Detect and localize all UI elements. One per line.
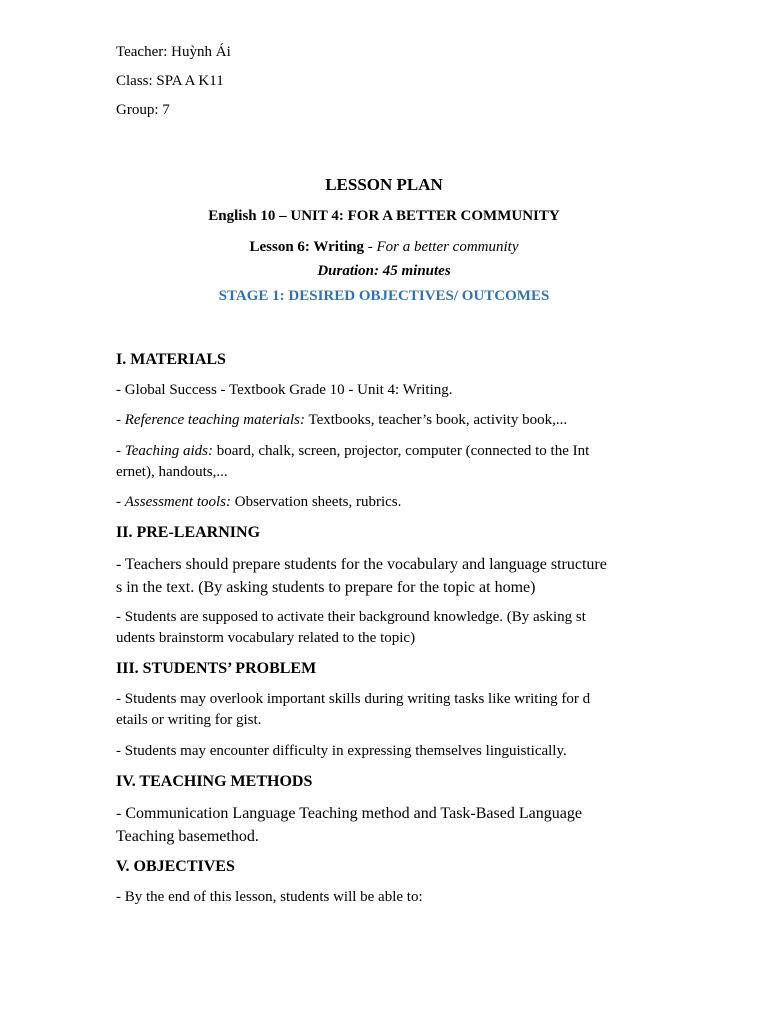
prelearning-item-1 bbox=[116, 553, 656, 599]
bullet-dash: - bbox=[116, 412, 125, 428]
materials-item-2-label: Reference teaching materials: bbox=[124, 412, 305, 428]
bullet-dash: - bbox=[116, 494, 125, 510]
objectives-heading: V. OBJECTIVES bbox=[116, 858, 235, 875]
prelearning-item-2 bbox=[116, 607, 656, 649]
duration: Duration: 45 minutes bbox=[317, 263, 451, 279]
materials-item-3-line-2: ernet), handouts,... bbox=[116, 464, 228, 480]
teacher-line: Teacher: Huỳnh Ái bbox=[116, 44, 231, 60]
prelearning-item-2-line-1: - Students are supposed to activate their background knowledge. (By asking st bbox=[116, 609, 586, 625]
materials-item-3-line-1: board, chalk, screen, projector, computer (connected to the Int bbox=[212, 443, 590, 459]
unit-title: English 10 – UNIT 4: FOR A BETTER COMMUNITY bbox=[208, 208, 560, 224]
methods-item-1-line-1: - Communication Language Teaching method and Task-Based Language bbox=[116, 805, 582, 822]
problem-heading: III. STUDENTS’ PROBLEM bbox=[116, 660, 317, 677]
objectives-item-1: - By the end of this lesson, students will be able to: bbox=[116, 889, 423, 905]
materials-item-1: - Global Success - Textbook Grade 10 - Unit 4: Writing. bbox=[116, 382, 453, 398]
group-line: Group: 7 bbox=[116, 102, 170, 118]
document-title: LESSON PLAN bbox=[325, 175, 443, 194]
problem-item-2: - Students may encounter difficulty in expressing themselves linguistically. bbox=[116, 743, 567, 759]
problem-item-1-line-1: - Students may overlook important skills during writing tasks like writing for d bbox=[116, 691, 591, 707]
class-line: Class: SPA A K11 bbox=[116, 73, 224, 89]
materials-item-4-label: Assessment tools: bbox=[124, 494, 231, 510]
materials-item-3-label: Teaching aids: bbox=[124, 443, 213, 459]
prelearning-item-1-line-2: s in the text. (By asking students to prepare for the topic at home) bbox=[116, 579, 536, 596]
prelearning-item-2-line-2: udents brainstorm vocabulary related to the topic) bbox=[116, 630, 416, 646]
methods-heading: IV. TEACHING METHODS bbox=[116, 773, 313, 790]
lesson-title bbox=[0, 240, 768, 255]
prelearning-item-1-line-1: - Teachers should prepare students for the vocabulary and language structure bbox=[116, 556, 607, 573]
methods-item-1-line-2: Teaching basemethod. bbox=[116, 828, 259, 845]
materials-item-4 bbox=[116, 492, 656, 513]
lesson-title-bold: Lesson 6: Writing bbox=[249, 239, 364, 255]
methods-item-1 bbox=[116, 802, 656, 848]
problem-item-1 bbox=[116, 689, 656, 731]
materials-item-2-text: Textbooks, teacher’s book, activity book,... bbox=[304, 412, 568, 428]
prelearning-heading: II. PRE-LEARNING bbox=[116, 524, 261, 541]
problem-item-1-line-2: etails or writing for gist. bbox=[116, 712, 262, 728]
bullet-dash: - bbox=[116, 443, 125, 459]
materials-item-3 bbox=[116, 441, 656, 483]
lesson-title-italic: - For a better community bbox=[363, 239, 519, 255]
materials-item-2 bbox=[116, 410, 656, 431]
materials-heading: I. MATERIALS bbox=[116, 351, 226, 368]
materials-item-4-text: Observation sheets, rubrics. bbox=[231, 494, 402, 510]
stage-heading: STAGE 1: DESIRED OBJECTIVES/ OUTCOMES bbox=[218, 288, 550, 304]
